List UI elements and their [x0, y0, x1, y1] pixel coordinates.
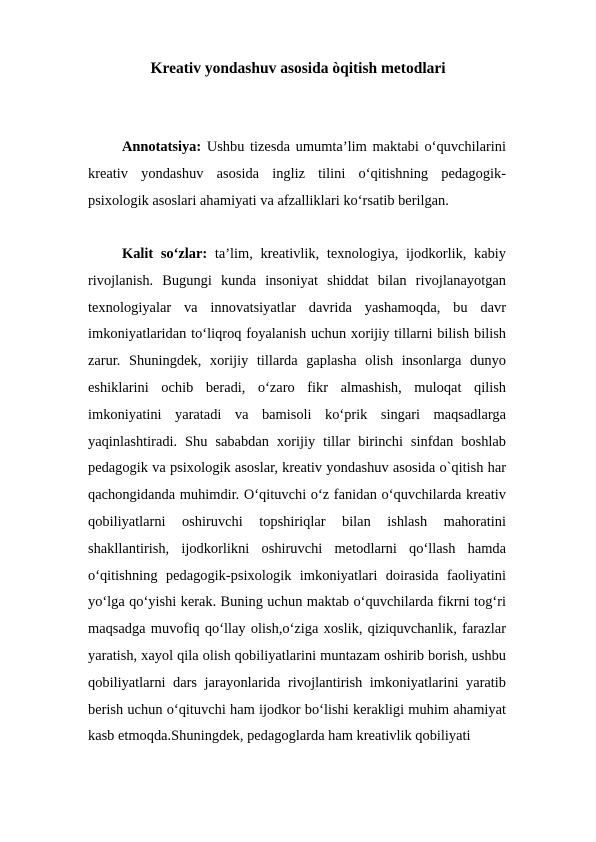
document-title: Kreativ yondashuv asosida òqitish metodlari	[150, 60, 446, 77]
keywords-label: Kalit so‘zlar:	[122, 246, 208, 262]
keywords-paragraph	[88, 241, 506, 750]
abstract-text: Ushbu tizesda umumta’lim maktabi o‘quvchilarini kreativ yondashuv asosida ingliz tilini o‘qitishning pedagogik-psixologik asoslari ahamiyati va afzalliklari ko‘rsatib berilgan.	[88, 139, 506, 209]
keywords-text: ta’lim, kreativlik, texnologiya, ijodkorlik, kabiy rivojlanish. Bugungi kunda insoniyat shiddat bilan rivojlanayotgan texnologiyalar va innovatsiyatlar davrida yashamoqda, bu davr imkoniyatlaridan to‘liqroq foyalanish uchun xorijiy tillarni bilish bilish zarur. Shuningdek, xorijiy tillarda gaplasha olish insonlarga dunyo eshiklarini ochib beradi, o‘zaro fikr almashish, muloqat qilish imkoniyatini yaratadi va bamisoli ko‘prik singari maqsadlarga yaqinlashtiradi. Shu sababdan xorijiy tillar birinchi sinfdan boshlab pedagogik va psixologik asoslar, kreativ yondashuv asosida o`qitish har qachongidanda muhimdir. O‘qituvchi o‘z fanidan o‘quvchilarda kreativ qobiliyatlarni oshiruvchi topshiriqlar bilan ishlash mahoratini shakllantirish, ijodkorlikni oshiruvchi metodlarni qo‘llash hamda o‘qitishning pedagogik-psixologik imkoniyatlari doirasida faoliyatini yo‘lga qo‘yishi kerak. Buning uchun maktab o‘quvchilarda fikrni tog‘ri maqsadga muvofiq qo‘llay olish,o‘ziga xoslik, qiziquvchanlik, farazlar yaratish, xayol qila olish qobiliyatlarini muntazam oshirib borish, ushbu qobiliyatlarni dars jarayonlarida rivojlantirish imkoniyatlarini yaratib berish uchun o‘qituvchi ham ijodkor bo‘lishi kerakligi muhim ahamiyat kasb etmoqda.Shuningdek, pedagoglarda ham kreativlik qobiliyati	[88, 246, 507, 745]
abstract-label: Annotatsiya:	[122, 139, 202, 155]
abstract-paragraph	[88, 134, 506, 214]
